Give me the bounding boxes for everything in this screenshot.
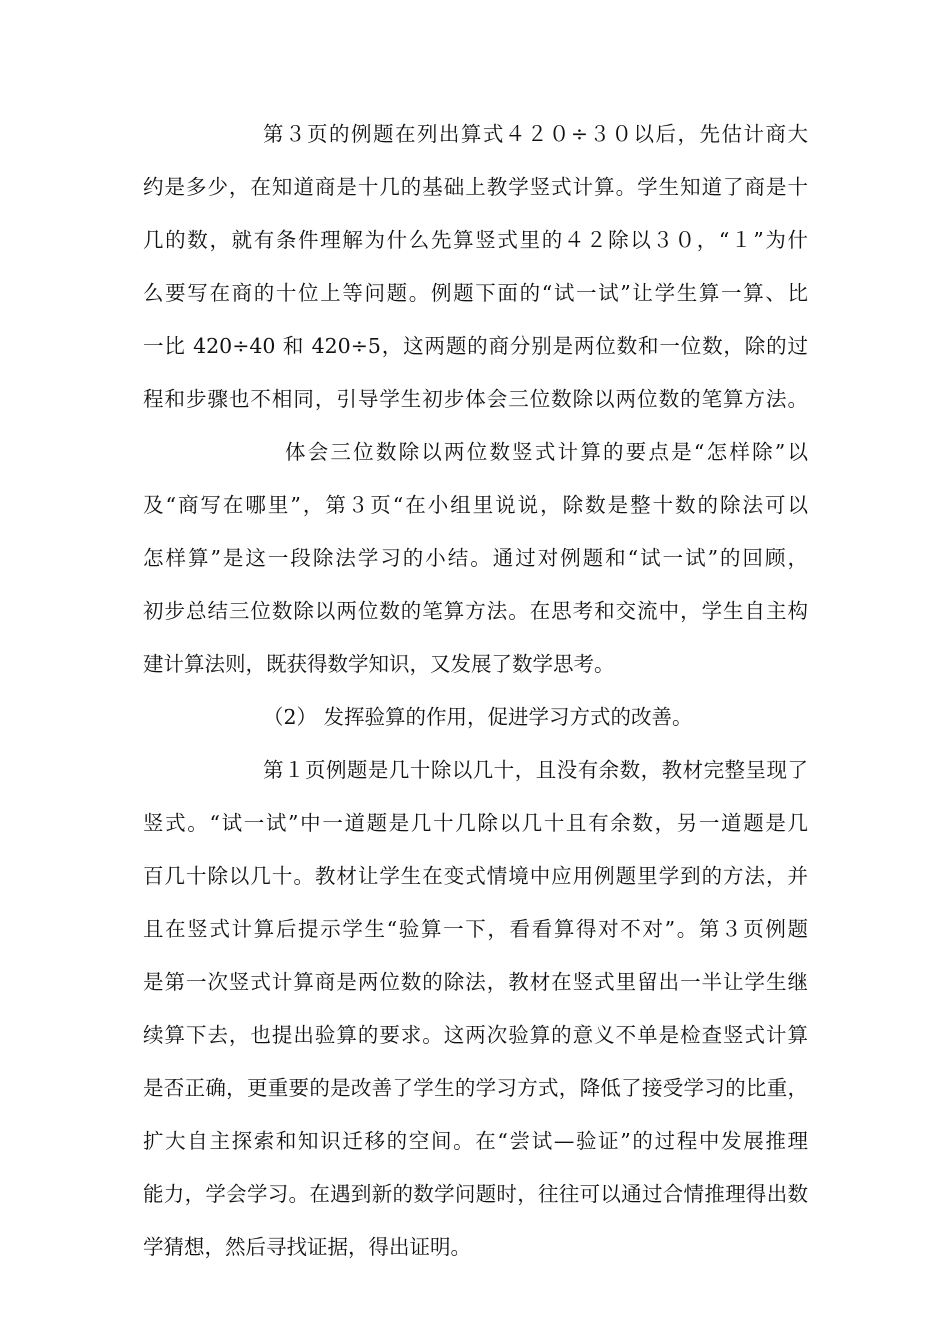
text-line: 及“商写在哪里”，第３页“在小组里说说，除数是整十数的除法可以 xyxy=(143,493,808,517)
text-line: 程和步骤也不相同，引导学生初步体会三位数除以两位数的笔算方法。 xyxy=(143,387,808,411)
text-line: 几的数，就有条件理解为什么先算竖式里的４２除以３０，“１”为什 xyxy=(143,228,808,252)
text-line: 体会三位数除以两位数竖式计算的要点是“怎样除”以 xyxy=(285,440,808,464)
text-line: 是第一次竖式计算商是两位数的除法，教材在竖式里留出一半让学生继 xyxy=(143,970,808,994)
text-line: 第３页的例题在列出算式４２０÷３０以后，先估计商大 xyxy=(263,122,808,146)
text-line: 约是多少，在知道商是十几的基础上教学竖式计算。学生知道了商是十 xyxy=(143,175,808,199)
text-line: 是否正确，更重要的是改善了学生的学习方式，降低了接受学习的比重， xyxy=(143,1076,808,1100)
text-line: 初步总结三位数除以两位数的笔算方法。在思考和交流中，学生自主构 xyxy=(143,599,808,623)
section-heading: （2） 发挥验算的作用，促进学习方式的改善。 xyxy=(263,705,693,729)
text-line: 能力，学会学习。在遇到新的数学问题时，往往可以通过合情推理得出数 xyxy=(143,1182,808,1206)
text-line: 学猜想，然后寻找证据，得出证明。 xyxy=(143,1235,471,1259)
text-line: 第１页例题是几十除以几十，且没有余数，教材完整呈现了 xyxy=(263,758,808,782)
text-line: 一比 420÷40 和 420÷5，这两题的商分别是两位数和一位数，除的过 xyxy=(143,334,808,358)
text-line: 扩大自主探索和知识迁移的空间。在“尝试—验证”的过程中发展推理 xyxy=(143,1129,808,1153)
text-line: 百几十除以几十。教材让学生在变式情境中应用例题里学到的方法，并 xyxy=(143,864,808,888)
text-line: 么要写在商的十位上等问题。例题下面的“试一试”让学生算一算、比 xyxy=(143,281,808,305)
text-line: 续算下去，也提出验算的要求。这两次验算的意义不单是检查竖式计算 xyxy=(143,1023,808,1047)
text-line: 怎样算”是这一段除法学习的小结。通过对例题和“试一试”的回顾， xyxy=(143,546,808,570)
text-line: 建计算法则，既获得数学知识，又发展了数学思考。 xyxy=(143,652,615,676)
text-line: 且在竖式计算后提示学生“验算一下，看看算得对不对”。第３页例题 xyxy=(143,917,808,941)
text-line: 竖式。“试一试”中一道题是几十几除以几十且有余数，另一道题是几 xyxy=(143,811,808,835)
